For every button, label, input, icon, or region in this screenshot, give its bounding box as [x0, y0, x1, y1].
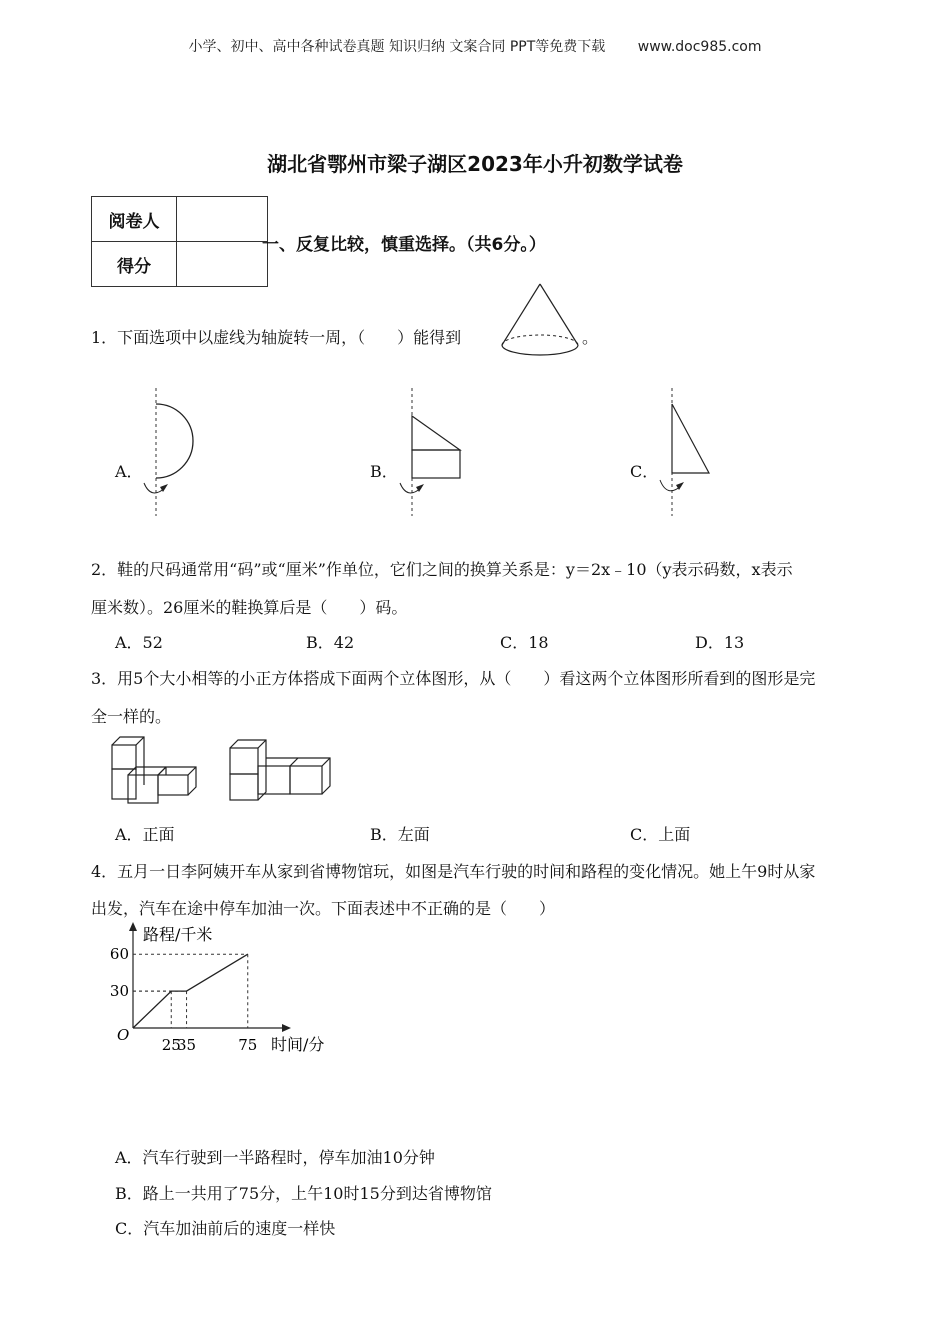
q4-line2: 出发，汽车在途中停车加油一次。下面表述中不正确的是（ ） — [91, 899, 556, 918]
q3-line1: 3．用5个大小相等的小正方体搭成下面两个立体图形，从（ ）看这两个立体图形所看到的图形是完 — [91, 669, 816, 688]
x-tick-label: 35 — [177, 1036, 197, 1054]
q1-text: 1．下面选项中以虚线为轴旋转一周，（ ）能得到 — [91, 328, 462, 347]
cube-figure-2 — [228, 738, 338, 808]
q4-option-c[interactable]: C．汽车加油前后的速度一样快 — [115, 1219, 336, 1238]
y-axis-label: 路程/千米 — [143, 925, 213, 944]
q2-option-c[interactable]: C．18 — [500, 633, 549, 652]
q2-line2: 厘米数）。26厘米的鞋换算后是（ ）码。 — [91, 598, 408, 617]
x-tick-label: 25 — [161, 1036, 181, 1054]
q4-line1: 4．五月一日李阿姨开车从家到省博物馆玩，如图是汽车行驶的时间和路程的变化情况。她上午9时从家 — [91, 862, 816, 881]
score-cell — [177, 242, 268, 287]
page-title: 湖北省鄂州市梁子湖区2023年小升初数学试卷 — [267, 152, 683, 176]
section-1-heading: 一、反复比较，慎重选择。（共6分。） — [262, 235, 546, 255]
q3-option-a[interactable]: A．正面 — [115, 825, 175, 844]
cube-figure-1 — [110, 733, 210, 809]
distance-series-line — [133, 954, 248, 1028]
reviewer-label: 阅卷人 — [92, 197, 177, 242]
x-axis-arrow — [282, 1024, 291, 1032]
q1-option-b[interactable]: B． — [370, 462, 398, 481]
q1-option-a[interactable]: A． — [115, 462, 143, 481]
header-text: 小学、初中、高中各种试卷真题 知识归纳 文案合同 PPT等免费下载 — [188, 39, 606, 55]
q2-option-a[interactable]: A．52 — [115, 633, 163, 652]
x-axis-label: 时间/分 — [271, 1035, 325, 1054]
y-axis-arrow — [129, 922, 137, 931]
q2-option-b[interactable]: B．42 — [306, 633, 355, 652]
reviewer-cell — [177, 197, 268, 242]
q4-option-b[interactable]: B．路上一共用了75分，上午10时15分到达省博物馆 — [115, 1184, 492, 1203]
q2-option-d[interactable]: D．13 — [695, 633, 745, 652]
q2-line1: 2．鞋的尺码通常用“码”或“厘米”作单位，它们之间的换算关系是：y＝2x﹣10（y表示码数，x表示 — [91, 560, 793, 579]
y-tick-label: 60 — [109, 945, 129, 964]
q3-option-c[interactable]: C．上面 — [630, 825, 691, 844]
x-tick-label: 75 — [238, 1036, 258, 1054]
q1-end: 。 — [582, 328, 599, 347]
q4-option-a[interactable]: A．汽车行驶到一半路程时，停车加油10分钟 — [115, 1148, 435, 1167]
score-table — [91, 196, 268, 287]
page-header — [0, 36, 950, 56]
distance-time-chart — [105, 920, 365, 1060]
q3-line2: 全一样的。 — [91, 707, 172, 726]
q3-option-b[interactable]: B．左面 — [370, 825, 430, 844]
cone-figure — [498, 280, 588, 360]
q1-figure-c — [650, 388, 730, 518]
q1-option-c[interactable]: C． — [630, 462, 659, 481]
y-tick-label: 30 — [109, 982, 129, 1001]
q1-figure-b — [390, 388, 480, 518]
header-site[interactable]: www.doc985.com — [637, 39, 762, 55]
q1-figure-a — [135, 388, 205, 518]
origin-label: O — [117, 1026, 130, 1044]
score-label: 得分 — [92, 242, 177, 287]
